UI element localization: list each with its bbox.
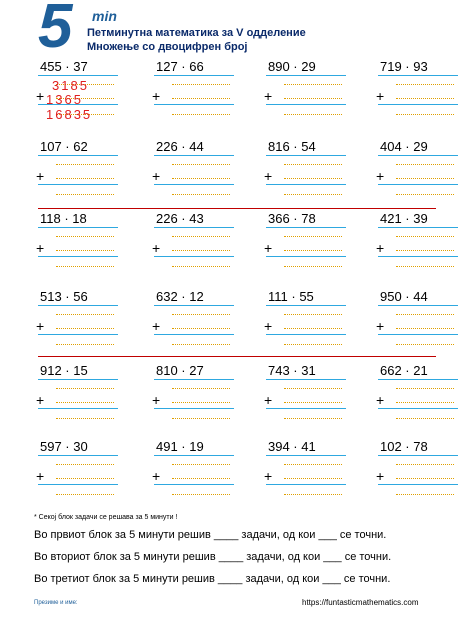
answer-line	[38, 256, 118, 257]
plus-sign: +	[376, 88, 385, 104]
answer-line	[38, 184, 118, 185]
work-dotted-line	[396, 164, 454, 165]
answer-line	[154, 334, 234, 335]
work-dotted-line	[396, 98, 454, 99]
work-dotted-line	[284, 478, 342, 479]
problem-cell	[262, 140, 352, 206]
answer-line	[378, 379, 458, 380]
plus-sign: +	[376, 468, 385, 484]
work-dotted-line	[396, 178, 454, 179]
answer-line	[154, 227, 234, 228]
answer-line	[378, 484, 458, 485]
work-dotted-line	[284, 388, 342, 389]
result-dotted-line	[172, 418, 230, 419]
plus-sign: +	[36, 468, 45, 484]
answer-line	[266, 184, 346, 185]
plus-sign: +	[36, 168, 45, 184]
plus-sign: +	[152, 240, 161, 256]
work-dotted-line	[396, 84, 454, 85]
answer-line	[154, 75, 234, 76]
answer-line	[378, 227, 458, 228]
work-dotted-line	[172, 388, 230, 389]
result-dotted-line	[284, 418, 342, 419]
multiplication-expression: 743 · 31	[268, 363, 316, 378]
problem-cell	[262, 364, 352, 430]
plus-sign: +	[36, 88, 45, 104]
answer-line	[266, 334, 346, 335]
problem-cell	[34, 60, 124, 126]
plus-sign: +	[152, 168, 161, 184]
result-dotted-line	[396, 114, 454, 115]
problem-cell	[150, 364, 240, 430]
answer-line	[154, 305, 234, 306]
work-dotted-line	[396, 478, 454, 479]
work-dotted-line	[56, 328, 114, 329]
result-dotted-line	[56, 266, 114, 267]
work-dotted-line	[172, 328, 230, 329]
answer-line	[154, 408, 234, 409]
answer-line	[38, 155, 118, 156]
problem-cell	[34, 140, 124, 206]
answer-line	[38, 484, 118, 485]
multiplication-expression: 597 · 30	[40, 439, 88, 454]
work-dotted-line	[56, 388, 114, 389]
plus-sign: +	[264, 468, 273, 484]
plus-sign: +	[264, 168, 273, 184]
work-dotted-line	[172, 98, 230, 99]
work-dotted-line	[172, 84, 230, 85]
result-dotted-line	[284, 494, 342, 495]
answer-line	[266, 484, 346, 485]
result-dotted-line	[56, 194, 114, 195]
work-dotted-line	[172, 250, 230, 251]
page-subtitle: Множење со двоцифрен број	[87, 41, 248, 53]
answer-line	[378, 256, 458, 257]
multiplication-expression: 107 · 62	[40, 139, 88, 154]
multiplication-expression: 455 · 37	[40, 59, 88, 74]
work-dotted-line	[396, 236, 454, 237]
work-dotted-line	[396, 250, 454, 251]
plus-sign: +	[376, 168, 385, 184]
block-divider	[38, 208, 436, 209]
work-dotted-line	[172, 464, 230, 465]
result-dotted-line	[396, 194, 454, 195]
answer-line	[266, 104, 346, 105]
result-line-block-2: Во вториот блок за 5 минути решив ____ задачи, од кои ___ се точни.	[34, 551, 392, 563]
multiplication-expression: 810 · 27	[156, 363, 204, 378]
work-dotted-line	[56, 478, 114, 479]
work-dotted-line	[396, 314, 454, 315]
result-dotted-line	[172, 114, 230, 115]
work-dotted-line	[172, 478, 230, 479]
result-line-block-3: Во третиот блок за 5 минути решив ____ задачи, од кои ___ се точни.	[34, 573, 391, 585]
answer-line	[378, 305, 458, 306]
plus-sign: +	[36, 240, 45, 256]
problem-cell	[150, 290, 240, 356]
answer-line	[266, 379, 346, 380]
website-url: https://funtasticmathematics.com	[302, 598, 419, 607]
answer-line	[378, 104, 458, 105]
plus-sign: +	[152, 392, 161, 408]
plus-sign: +	[152, 88, 161, 104]
problem-cell	[262, 212, 352, 278]
multiplication-expression: 366 · 78	[268, 211, 316, 226]
example-partial-product: 1365	[46, 92, 83, 107]
answer-line	[154, 104, 234, 105]
logo-unit: min	[92, 8, 117, 24]
problem-cell	[34, 440, 124, 506]
work-dotted-line	[284, 84, 342, 85]
answer-line	[38, 334, 118, 335]
multiplication-expression: 404 · 29	[380, 139, 428, 154]
page-title: Петминутна математика за V одделение	[87, 27, 306, 39]
result-dotted-line	[284, 344, 342, 345]
example-result: 16835	[46, 107, 93, 122]
multiplication-expression: 118 · 18	[40, 211, 87, 226]
problem-cell	[374, 212, 464, 278]
problem-cell	[374, 440, 464, 506]
problem-cell	[150, 140, 240, 206]
answer-line	[378, 408, 458, 409]
result-dotted-line	[284, 194, 342, 195]
multiplication-expression: 662 · 21	[380, 363, 428, 378]
answer-line	[38, 75, 118, 76]
plus-sign: +	[376, 318, 385, 334]
answer-line	[38, 227, 118, 228]
answer-line	[154, 455, 234, 456]
answer-line	[38, 455, 118, 456]
answer-line	[378, 455, 458, 456]
result-dotted-line	[284, 114, 342, 115]
name-label: Презиме и име:	[34, 600, 78, 606]
problem-cell	[34, 212, 124, 278]
multiplication-expression: 491 · 19	[156, 439, 204, 454]
result-dotted-line	[284, 266, 342, 267]
problem-cell	[34, 290, 124, 356]
multiplication-expression: 111 · 55	[268, 289, 314, 304]
multiplication-expression: 226 · 44	[156, 139, 204, 154]
answer-line	[378, 155, 458, 156]
work-dotted-line	[56, 402, 114, 403]
problem-cell	[262, 290, 352, 356]
work-dotted-line	[56, 250, 114, 251]
work-dotted-line	[284, 328, 342, 329]
result-dotted-line	[172, 344, 230, 345]
answer-line	[266, 305, 346, 306]
multiplication-expression: 127 · 66	[156, 59, 204, 74]
plus-sign: +	[152, 468, 161, 484]
work-dotted-line	[396, 328, 454, 329]
plus-sign: +	[376, 240, 385, 256]
answer-line	[154, 184, 234, 185]
answer-line	[38, 305, 118, 306]
answer-line	[266, 155, 346, 156]
work-dotted-line	[56, 178, 114, 179]
problem-cell	[374, 140, 464, 206]
multiplication-expression: 816 · 54	[268, 139, 316, 154]
example-partial-product: 3185	[52, 78, 89, 93]
work-dotted-line	[172, 164, 230, 165]
problem-cell	[150, 212, 240, 278]
plus-sign: +	[36, 392, 45, 408]
result-line-block-1: Во првиот блок за 5 минути решив ____ задачи, од кои ___ се точни.	[34, 529, 387, 541]
time-note: * Секој блок задачи се решава за 5 минути !	[34, 514, 178, 521]
work-dotted-line	[284, 236, 342, 237]
answer-line	[154, 155, 234, 156]
result-dotted-line	[56, 344, 114, 345]
work-dotted-line	[172, 402, 230, 403]
result-dotted-line	[172, 266, 230, 267]
answer-line	[154, 256, 234, 257]
multiplication-expression: 950 · 44	[380, 289, 428, 304]
multiplication-expression: 513 · 56	[40, 289, 88, 304]
problem-cell	[150, 440, 240, 506]
work-dotted-line	[284, 178, 342, 179]
plus-sign: +	[36, 318, 45, 334]
answer-line	[266, 256, 346, 257]
multiplication-expression: 912 · 15	[40, 363, 88, 378]
problem-cell	[262, 440, 352, 506]
work-dotted-line	[396, 402, 454, 403]
multiplication-expression: 421 · 39	[380, 211, 428, 226]
block-divider	[38, 356, 436, 357]
answer-line	[378, 334, 458, 335]
multiplication-expression: 102 · 78	[380, 439, 428, 454]
problem-cell	[374, 60, 464, 126]
problem-cell	[374, 290, 464, 356]
work-dotted-line	[172, 314, 230, 315]
multiplication-expression: 719 · 93	[380, 59, 428, 74]
work-dotted-line	[56, 236, 114, 237]
answer-line	[266, 455, 346, 456]
multiplication-expression: 394 · 41	[268, 439, 316, 454]
result-dotted-line	[396, 266, 454, 267]
result-dotted-line	[172, 494, 230, 495]
work-dotted-line	[284, 250, 342, 251]
answer-line	[266, 408, 346, 409]
problem-cell	[262, 60, 352, 126]
work-dotted-line	[56, 464, 114, 465]
answer-line	[266, 227, 346, 228]
plus-sign: +	[264, 392, 273, 408]
problem-cell	[34, 364, 124, 430]
work-dotted-line	[172, 236, 230, 237]
plus-sign: +	[264, 240, 273, 256]
problem-cell	[374, 364, 464, 430]
result-dotted-line	[396, 494, 454, 495]
work-dotted-line	[284, 164, 342, 165]
work-dotted-line	[56, 314, 114, 315]
result-dotted-line	[396, 418, 454, 419]
result-dotted-line	[172, 194, 230, 195]
plus-sign: +	[376, 392, 385, 408]
work-dotted-line	[396, 464, 454, 465]
answer-line	[266, 75, 346, 76]
work-dotted-line	[284, 464, 342, 465]
work-dotted-line	[284, 314, 342, 315]
answer-line	[378, 75, 458, 76]
answer-line	[38, 379, 118, 380]
multiplication-expression: 890 · 29	[268, 59, 316, 74]
work-dotted-line	[284, 98, 342, 99]
plus-sign: +	[264, 318, 273, 334]
multiplication-expression: 632 · 12	[156, 289, 204, 304]
problem-cell	[150, 60, 240, 126]
work-dotted-line	[284, 402, 342, 403]
answer-line	[378, 184, 458, 185]
result-dotted-line	[56, 418, 114, 419]
work-dotted-line	[396, 388, 454, 389]
logo-number: 5	[38, 0, 73, 61]
work-dotted-line	[172, 178, 230, 179]
answer-line	[38, 408, 118, 409]
plus-sign: +	[264, 88, 273, 104]
result-dotted-line	[56, 494, 114, 495]
plus-sign: +	[152, 318, 161, 334]
result-dotted-line	[396, 344, 454, 345]
answer-line	[154, 379, 234, 380]
answer-line	[154, 484, 234, 485]
work-dotted-line	[56, 164, 114, 165]
multiplication-expression: 226 · 43	[156, 211, 204, 226]
